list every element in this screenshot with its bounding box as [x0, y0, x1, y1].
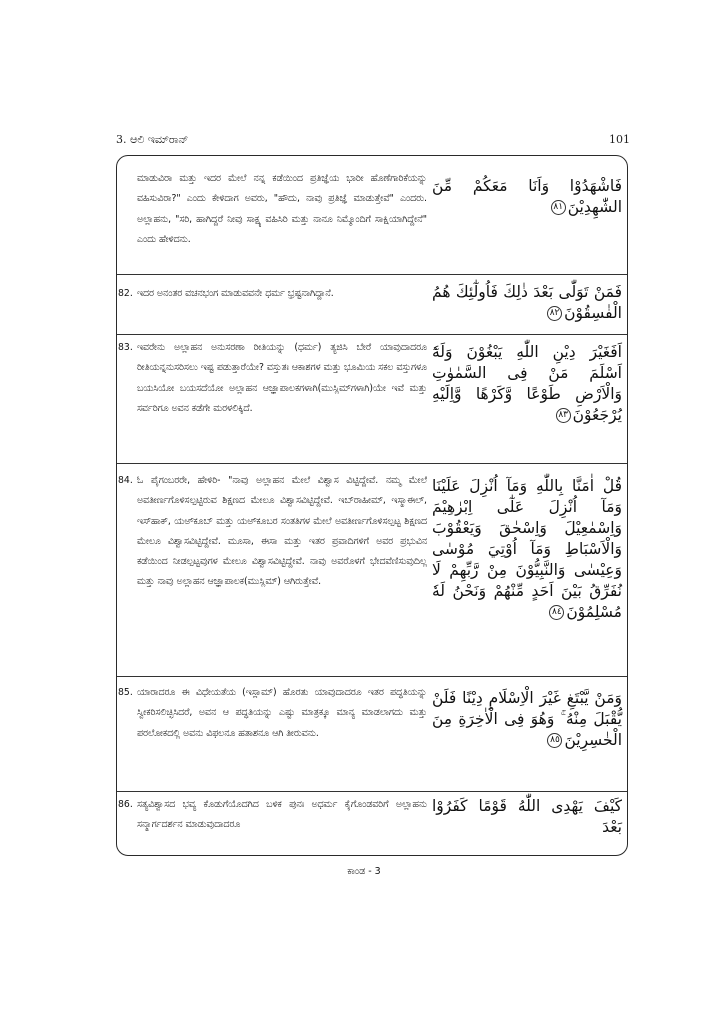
- verse-number: 85.: [118, 687, 133, 698]
- verse-85-kannada: 85. ಯಾರಾದರೂ ಈ ವಿಧೇಯತೆಯ (ಇಸ್ಲಾಮ್) ಹೊರತು ಯಾವುದಾದರೂ ಇತರ ಪದ್ಧತಿಯನ್ನು ಸ್ವೀಕರಿಸಲಿಚ್ಛಿಸಿದರೆ, ಅವನ ಆ ಪದ್ಧತಿಯನ್ನು ಎಷ್ಟು ಮಾತ್ರಕ್ಕೂ ಮಾನ್ಯ ಮಾಡಲಾಗದು ಮತ್ತು ಪರಲೋಕದಲ್ಲಿ ಅವನು ವಿಫಲನೂ ಹತಾಶನೂ ಆಗಿ ತೀರುವನು.: [137, 683, 427, 744]
- divider: [117, 676, 627, 677]
- verse-83-kannada: 83. ಇವರೇನು ಅಲ್ಲಾಹನ ಅನುಸರಣಾ ರೀತಿಯನ್ನು (ಧರ್ಮ) ತ್ಯಜಿಸಿ ಬೇರೆ ಯಾವುದಾದರೂ ರೀತಿಯನ್ನನುಸರಿಸಲು ಇಷ್ಟ ಪಡುತ್ತಾರೆಯೇ? ವಸ್ತುತಃ ಆಕಾಶಗಳ ಮತ್ತು ಭೂಮಿಯ ಸಕಲ ವಸ್ತುಗಳೂ ಬಯಸಿಯೋ ಬಯಸದೆಯೋ ಅಲ್ಲಾಹನ ಆಜ್ಞಾಪಾಲಕಗಳಾಗಿ(ಮುಸ್ಲಿಮ್‌ಗಳಾಗಿ)ಯೇ ಇವೆ ಮತ್ತು ಸರ್ವರಿಗೂ ಅವನ ಕಡೆಗೇ ಮರಳಲಿಕ್ಕಿದೆ.: [137, 338, 427, 419]
- verse-number: 84.: [118, 475, 133, 486]
- divider: [117, 334, 627, 335]
- verse-83-arabic: اَفَغَيْرَ دِيْنِ اللّٰهِ يَبْغُوْنَ وَلَهٗٓ اَسْلَمَ مَنْ فِى السَّمٰوٰتِ وَالْاَرْضِ طَوْعًا وَّكَرْهًا وَّاِلَيْهِ يُرْجَعُوْنَ٨٣: [432, 343, 622, 424]
- verse-number: 82.: [118, 288, 133, 299]
- ayah-marker: ٨٢: [547, 306, 562, 321]
- page-number: 101: [609, 133, 630, 146]
- ayah-marker: ٨٣: [556, 408, 571, 423]
- verse-86-kannada: 86. ಸತ್ಯವಿಶ್ವಾಸದ ಭವ್ಯ ಕೊಡುಗೆಯೊದಗಿದ ಬಳಿಕ ಪುನಃ ಅಧರ್ಮ ಕೈಗೊಂಡವರಿಗೆ ಅಲ್ಲಾಹನು ಸನ್ಮಾರ್ಗದರ್ಶನ ಮಾಡುವುದಾದರೂ: [137, 795, 427, 836]
- verse-84-kannada: 84. ಓ ಪೈಗಂಬರರೇ, ಹೇಳಿರಿ- "ನಾವು ಅಲ್ಲಾಹನ ಮೇಲೆ ವಿಶ್ವಾಸ ವಿಟ್ಟಿದ್ದೇವೆ. ನಮ್ಮ ಮೇಲೆ ಅವತೀರ್ಣಗೊಳಿಸಲ್ಪಟ್ಟಿರುವ ಶಿಕ್ಷಣದ ಮೇಲೂ ವಿಶ್ವಾಸವಿಟ್ಟಿದ್ದೇವೆ. ಇಬ್‌ರಾಹೀಮ್, ಇಸ್ಮಾಈಲ್, ಇಸ್‌ಹಾಕ್, ಯಅ್‌ಕೂಬ್ ಮತ್ತು ಯಅ್‌ಕೂಬರ ಸಂತತಿಗಳ ಮೇಲೆ ಅವತೀರ್ಣಗೊಳಿಸಲ್ಪಟ್ಟ ಶಿಕ್ಷಣದ ಮೇಲೂ ವಿಶ್ವಾಸವಿಟ್ಟಿದ್ದೇವೆ. ಮೂಸಾ, ಈಸಾ ಮತ್ತು ಇತರ ಪ್ರವಾದಿಗಳಿಗೆ ಅವರ ಪ್ರಭುವಿನ ಕಡೆಯಿಂದ ನೀಡಲ್ಪಟ್ಟವುಗಳ ಮೇಲೂ ವಿಶ್ವಾಸವಿಟ್ಟಿದ್ದೇವೆ. ನಾವು ಅವರೊಳಗೆ ಭೇದವೆಣಿಸುವುದಿಲ್ಲ ಮತ್ತು ನಾವು ಅಲ್ಲಾಹನ ಆಜ್ಞಾಪಾಲಕ(ಮುಸ್ಲಿಮ್) ಆಗಿರುತ್ತೇವೆ.: [137, 471, 427, 593]
- ayah-marker: ٨١: [551, 200, 566, 215]
- verse-82-arabic: فَمَنْ تَوَلّٰى بَعْدَ ذٰلِكَ فَاُولٰٓئِكَ هُمُ الْفٰسِقُوْنَ٨٢: [432, 283, 622, 322]
- verse-81-arabic: فَاشْهَدُوْا وَاَنَا مَعَكُمْ مِّنَ الشّٰهِدِيْنَ٨١: [432, 177, 622, 216]
- verse-84-arabic: قُلْ اٰمَنَّا بِاللّٰهِ وَمَآ اُنْزِلَ عَلَيْنَا وَمَآ اُنْزِلَ عَلٰٓى اِبْرٰهِيْمَ وَاِسْمٰعِيْلَ وَاِسْحٰقَ وَيَعْقُوْبَ وَالْاَسْبَاطِ وَمَآ اُوْتِيَ مُوْسٰى وَعِيْسٰى وَالنَّبِيُّوْنَ مِنْ رَّبِّهِمْ لَا نُفَرِّقُ بَيْنَ اَحَدٍ مِّنْهُمْ وَنَحْنُ لَهٗ مُسْلِمُوْنَ٨٤: [432, 477, 622, 621]
- divider: [117, 463, 627, 464]
- verse-85-arabic: وَمَنْ يَّبْتَغِ غَيْرَ الْاِسْلَامِ دِيْنًا فَلَنْ يُّقْبَلَ مِنْهُ ۚ وَهُوَ فِى الْاٰخِرَةِ مِنَ الْخٰسِرِيْنَ٨٥: [432, 689, 622, 749]
- page-footer: ಕಾಂಡ - 3: [347, 866, 381, 877]
- ayah-marker: ٨٤: [549, 605, 564, 620]
- verse-number: 86.: [118, 799, 133, 810]
- verse-81-kannada: ಮಾಡುವಿರಾ ಮತ್ತು ಇದರ ಮೇಲೆ ನನ್ನ ಕಡೆಯಿಂದ ಪ್ರತಿಜ್ಞೆಯ ಭಾರೀ ಹೊಣೆಗಾರಿಕೆಯನ್ನು ವಹಿಸುವಿರಾ?" ಎಂದು ಕೇಳಿದಾಗ ಅವರು, "ಹೌದು, ನಾವು ಪ್ರತಿಜ್ಞೆ ಮಾಡುತ್ತೇವೆ" ಎಂದರು. ಅಲ್ಲಾಹನು, "ಸರಿ, ಹಾಗಿದ್ದರೆ ನೀವು ಸಾಕ್ಷ್ಯ ವಹಿಸಿರಿ ಮತ್ತು ನಾನೂ ನಿಮ್ಮೊಂದಿಗೆ ಸಾಕ್ಷಿಯಾಗಿದ್ದೇನೆ" ಎಂದು ಹೇಳಿದನು.: [137, 173, 427, 245]
- chapter-title: 3. ಆಲಿ ಇಮ್‌ರಾನ್: [116, 133, 189, 146]
- ayah-marker: ٨٥: [547, 733, 562, 748]
- verse-number: 83.: [118, 342, 133, 353]
- verse-82-kannada: 82. ಇದರ ಅನಂತರ ವಚನಭಂಗ ಮಾಡುವವನೇ ಧರ್ಮ ಭ್ರಷ್ಟನಾಗಿದ್ದಾನೆ.: [137, 284, 427, 304]
- page-header: [116, 133, 630, 151]
- divider: [117, 274, 627, 275]
- verse-86-arabic: كَيْفَ يَهْدِى اللّٰهُ قَوْمًا كَفَرُوْا بَعْدَ: [432, 797, 622, 836]
- divider: [117, 791, 627, 792]
